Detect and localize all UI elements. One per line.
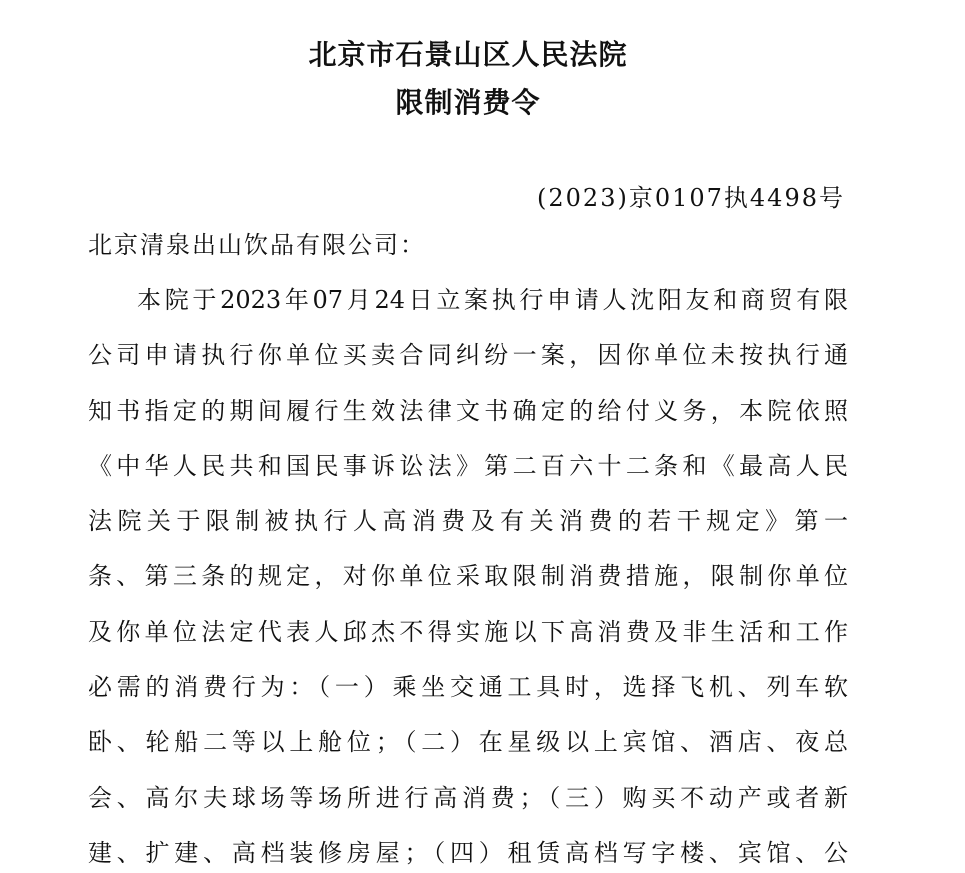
body-line: 及你单位法定代表人邱杰不得实施以下高消费及非生活和工作: [88, 617, 848, 646]
body-line: 《中华人民共和国民事诉讼法》第二百六十二条和《最高人民: [88, 451, 848, 480]
body-line: 建、扩建、高档装修房屋；（四）租赁高档写字楼、宾馆、公: [88, 838, 848, 867]
court-name: 北京市石景山区人民法院: [308, 38, 628, 71]
body-line: 本院于2023年07月24日立案执行申请人沈阳友和商贸有限: [137, 286, 848, 314]
body-line: 卧、轮船二等以上舱位；（二）在星级以上宾馆、酒店、夜总: [88, 728, 848, 757]
body-paragraph: [88, 280, 848, 873]
document-title: 限制消费令: [395, 86, 541, 119]
body-line: 会、高尔夫球场等场所进行高消费；（三）购买不动产或者新: [88, 783, 848, 812]
case-number: (2023)京0107执4498号: [537, 184, 845, 212]
addressee: 北京清泉出山饮品有限公司：: [88, 231, 426, 259]
body-line: 公司申请执行你单位买卖合同纠纷一案，因你单位未按执行通: [88, 341, 848, 370]
body-line: 条、第三条的规定，对你单位采取限制消费措施，限制你单位: [88, 562, 848, 591]
body-line: 法院关于限制被执行人高消费及有关消费的若干规定》第一: [88, 507, 848, 536]
document-content: [88, 0, 848, 873]
body-line: 知书指定的期间履行生效法律文书确定的给付义务，本院依照: [88, 396, 848, 425]
body-line: 必需的消费行为：（一）乘坐交通工具时，选择飞机、列车软: [88, 673, 848, 702]
